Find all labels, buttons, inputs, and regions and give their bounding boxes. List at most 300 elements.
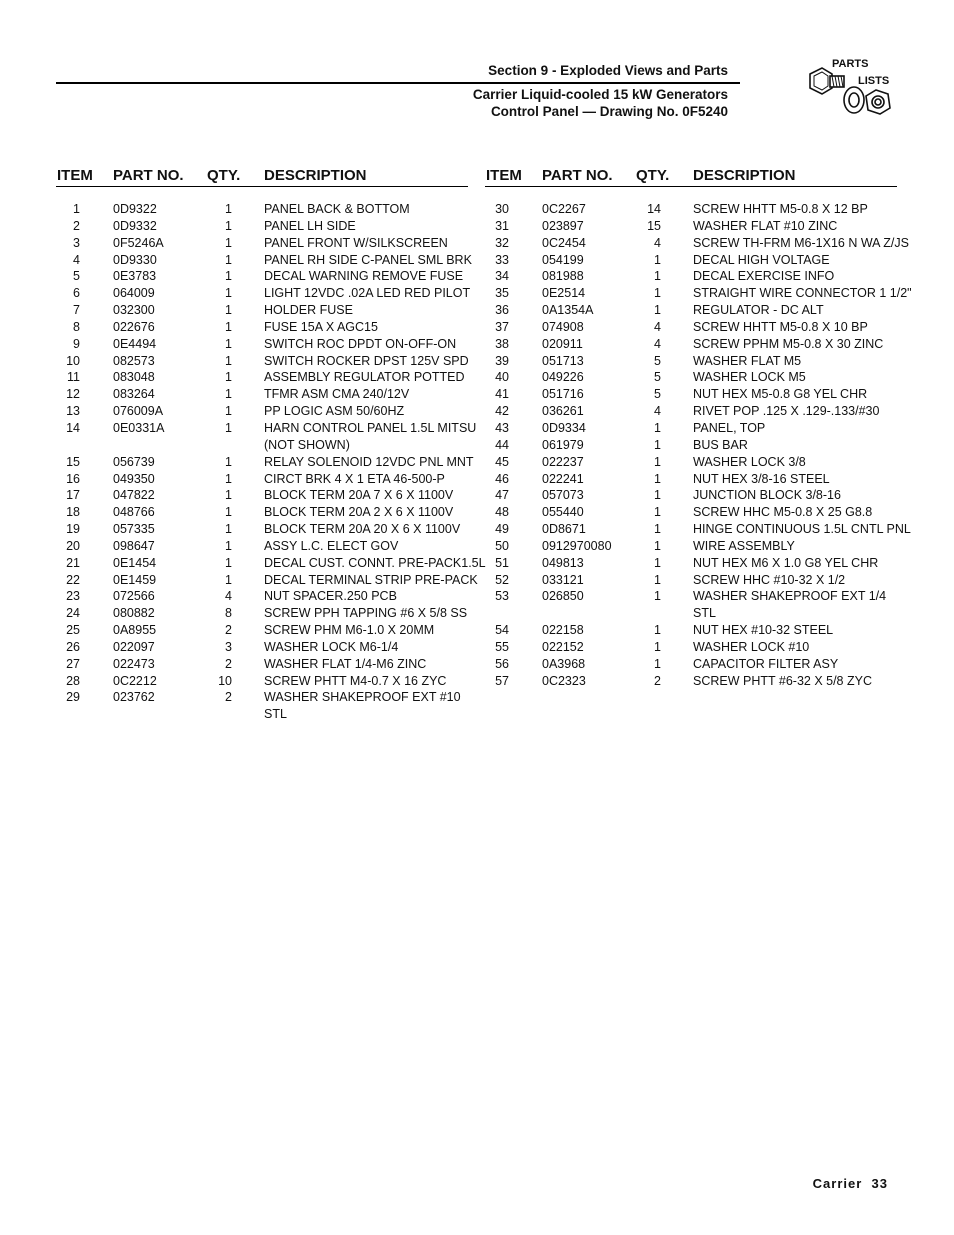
table-row [56, 605, 468, 622]
table-row [485, 572, 897, 589]
description [264, 639, 468, 656]
table-body [485, 201, 912, 689]
description-line: NUT HEX #10-32 STEEL [693, 623, 834, 638]
item-number: 10 [66, 353, 80, 368]
quantity: 1 [225, 420, 232, 435]
item-number: 54 [495, 623, 509, 638]
description [693, 218, 897, 235]
table-row [485, 471, 897, 488]
description-line: JUNCTION BLOCK 3/8-16 [693, 488, 841, 503]
quantity: 1 [654, 572, 661, 587]
item-number: 45 [495, 454, 509, 469]
item-number: 7 [73, 303, 80, 318]
part-number: 055440 [542, 505, 584, 520]
table-row [485, 521, 911, 538]
description-line: BLOCK TERM 20A 20 X 6 X 1100V [264, 522, 461, 537]
logo-text-parts: PARTS [832, 58, 869, 70]
quantity: 1 [225, 488, 232, 503]
section-title: Section 9 - Exploded Views and Parts [488, 63, 728, 78]
description-line: FUSE 15A X AGC15 [264, 319, 378, 334]
part-number: 0E2514 [542, 286, 586, 301]
description [693, 572, 897, 589]
description-line: CAPACITOR FILTER ASY [693, 656, 839, 671]
item-number: 39 [495, 353, 509, 368]
quantity: 1 [225, 454, 232, 469]
quantity: 1 [654, 437, 661, 452]
part-number: 0A3968 [542, 656, 586, 671]
table-row [485, 235, 909, 252]
description [264, 521, 468, 538]
description [264, 572, 478, 589]
part-number: 051716 [542, 387, 584, 402]
quantity: 1 [225, 336, 232, 351]
description-line: RIVET POP .125 X .129-.133/#30 [693, 404, 880, 419]
part-number: 032300 [113, 303, 155, 318]
description [264, 336, 468, 353]
table-row [56, 538, 468, 555]
description [264, 504, 468, 521]
description-line: SCREW HHC #10-32 X 1/2 [693, 572, 846, 587]
quantity: 3 [225, 639, 232, 654]
description-line: WASHER SHAKEPROOF EXT #10 [264, 690, 461, 705]
description-line: WASHER LOCK #10 [693, 639, 810, 654]
description [693, 201, 897, 218]
description [693, 336, 897, 353]
description [264, 588, 468, 605]
quantity: 1 [225, 252, 232, 267]
item-number: 15 [66, 454, 80, 469]
description [693, 471, 897, 488]
table-row [485, 302, 897, 319]
table-row [56, 555, 486, 572]
table-row [56, 572, 478, 589]
header-rule [56, 82, 740, 84]
col-header-qty: QTY. [636, 167, 670, 184]
description [693, 386, 897, 403]
description [264, 252, 472, 269]
part-number: 0C2267 [542, 202, 586, 216]
table-row [485, 252, 897, 269]
subtitle-line-2: Control Panel — Drawing No. 0F5240 [490, 104, 728, 119]
item-number: 24 [66, 606, 80, 621]
logo-text-lists: LISTS [858, 75, 890, 87]
table-row [485, 285, 912, 302]
item-number: 47 [495, 488, 509, 503]
description-line: DECAL EXERCISE INFO [693, 269, 835, 284]
table-row [485, 336, 897, 353]
table-row [485, 639, 897, 656]
item-number: 36 [495, 303, 509, 318]
quantity: 1 [225, 404, 232, 419]
description [693, 268, 897, 285]
item-number: 31 [495, 218, 509, 233]
quantity: 1 [654, 538, 661, 553]
part-number: 0E3783 [113, 269, 157, 284]
part-number: 0E1454 [113, 555, 157, 570]
table-row [56, 319, 468, 336]
part-number: 033121 [542, 572, 584, 587]
item-number: 33 [495, 252, 509, 267]
description-line: PANEL LH SIDE [264, 218, 356, 233]
quantity: 1 [654, 589, 661, 604]
table-row [485, 673, 897, 690]
description [693, 403, 897, 420]
description-line: HINGE CONTINUOUS 1.5L CNTL PNL [693, 522, 911, 537]
description [264, 403, 468, 420]
quantity: 5 [654, 387, 661, 402]
quantity: 1 [225, 471, 232, 486]
table-row [485, 656, 897, 673]
col-header-part: PART NO. [542, 167, 613, 184]
description-line: DECAL TERMINAL STRIP PRE-PACK [264, 572, 478, 587]
description [693, 353, 897, 370]
description-line: SCREW HHTT M5-0.8 X 10 BP [693, 319, 868, 334]
table-row [56, 622, 468, 639]
description [693, 504, 897, 521]
quantity: 1 [225, 269, 232, 284]
footer-brand: Carrier [812, 1176, 863, 1191]
part-number: 022676 [113, 319, 155, 334]
description-line: PP LOGIC ASM 50/60HZ [264, 404, 405, 419]
item-number: 12 [66, 387, 80, 402]
table-row [56, 504, 468, 521]
quantity: 1 [654, 639, 661, 654]
item-number: 52 [495, 572, 509, 587]
item-number: 43 [495, 420, 509, 435]
part-number: 057335 [113, 522, 155, 537]
description-line: STL [264, 707, 287, 722]
item-number: 40 [495, 370, 509, 385]
item-number: 21 [66, 555, 80, 570]
part-number: 082573 [113, 353, 155, 368]
table-row [485, 588, 897, 622]
description [264, 538, 468, 555]
quantity: 1 [225, 319, 232, 334]
description-line: WASHER FLAT 1/4-M6 ZINC [264, 656, 427, 671]
table-row [56, 420, 477, 454]
part-number: 0D9330 [113, 252, 157, 267]
table-header [485, 166, 897, 187]
quantity: 4 [654, 336, 661, 351]
description [693, 437, 897, 454]
description [693, 521, 911, 538]
item-number: 37 [495, 319, 509, 334]
quantity: 1 [654, 454, 661, 469]
quantity: 1 [654, 522, 661, 537]
item-number: 2 [73, 218, 80, 233]
description [264, 420, 477, 454]
table-row [56, 201, 468, 218]
description [264, 386, 468, 403]
table-row [56, 285, 471, 302]
description-line: SCREW PPHM M5-0.8 X 30 ZINC [693, 336, 884, 351]
table-row [485, 504, 897, 521]
item-number: 41 [495, 387, 509, 402]
item-number: 18 [66, 505, 80, 520]
col-header-qty: QTY. [207, 167, 241, 184]
table-row [485, 218, 897, 235]
page-footer [813, 1176, 888, 1191]
quantity: 1 [225, 353, 232, 368]
part-number: 051713 [542, 353, 584, 368]
item-number: 32 [495, 235, 509, 250]
table-row [56, 639, 468, 656]
quantity: 5 [654, 370, 661, 385]
item-number: 30 [495, 202, 509, 216]
description [264, 689, 468, 723]
description-line: WASHER FLAT M5 [693, 353, 802, 368]
item-number: 9 [73, 336, 80, 351]
description [264, 487, 468, 504]
description-line: PANEL RH SIDE C-PANEL SML BRK [264, 252, 472, 267]
part-number: 047822 [113, 488, 155, 503]
description-line: WASHER LOCK M6-1/4 [264, 639, 399, 654]
item-number: 46 [495, 471, 509, 486]
description-line: SCREW HHC M5-0.8 X 25 G8.8 [693, 505, 873, 520]
quantity: 1 [225, 572, 232, 587]
description-line: REGULATOR - DC ALT [693, 303, 824, 318]
description [264, 622, 468, 639]
quantity: 15 [647, 218, 661, 233]
part-number: 0C2454 [542, 235, 586, 250]
table-row [485, 420, 897, 437]
item-number: 17 [66, 488, 80, 503]
table-row [56, 588, 468, 605]
table-row [485, 268, 897, 285]
description-line: SCREW TH-FRM M6-1X16 N WA Z/JS [693, 235, 909, 250]
description-line: NUT SPACER.250 PCB [264, 589, 397, 604]
table-row [56, 656, 468, 673]
description [693, 319, 897, 336]
quantity: 5 [654, 353, 661, 368]
quantity: 1 [654, 420, 661, 435]
col-header-item: ITEM [486, 167, 522, 184]
part-number: 036261 [542, 404, 584, 419]
item-number: 22 [66, 572, 80, 587]
description [693, 487, 897, 504]
quantity: 4 [225, 589, 232, 604]
item-number: 1 [73, 202, 80, 216]
part-number: 0E0331A [113, 420, 165, 435]
item-number: 4 [73, 252, 80, 267]
part-number: 064009 [113, 286, 155, 301]
part-number: 081988 [542, 269, 584, 284]
description-line: PANEL, TOP [693, 420, 766, 435]
part-number: 0F5246A [113, 235, 164, 250]
description-line: BUS BAR [693, 437, 748, 452]
table-row [56, 454, 474, 471]
item-number: 14 [66, 420, 80, 435]
part-number: 022158 [542, 623, 584, 638]
item-number: 49 [495, 522, 509, 537]
table-row [485, 201, 897, 218]
quantity: 1 [225, 202, 232, 216]
description [264, 285, 471, 302]
item-number: 38 [495, 336, 509, 351]
item-number: 26 [66, 639, 80, 654]
item-number: 56 [495, 656, 509, 671]
item-number: 19 [66, 522, 80, 537]
table-row [56, 353, 468, 370]
table-row [56, 235, 468, 252]
quantity: 1 [225, 522, 232, 537]
table-row [485, 353, 897, 370]
item-number: 51 [495, 555, 509, 570]
table-row [56, 369, 468, 386]
quantity: 2 [225, 656, 232, 671]
table-row [56, 673, 468, 690]
table-row [56, 302, 468, 319]
quantity: 1 [225, 387, 232, 402]
description-line: HOLDER FUSE [264, 303, 353, 318]
description [264, 319, 468, 336]
quantity: 10 [218, 673, 232, 688]
table-row [56, 268, 468, 285]
description-line: RELAY SOLENOID 12VDC PNL MNT [264, 454, 474, 469]
description-line: SCREW HHTT M5-0.8 X 12 BP [693, 202, 868, 216]
table-row [485, 454, 897, 471]
table-row [485, 386, 897, 403]
table-row [56, 689, 468, 723]
quantity: 2 [654, 673, 661, 688]
quantity: 4 [654, 319, 661, 334]
part-number: 057073 [542, 488, 584, 503]
description-line: STL [693, 606, 716, 621]
description-line: LIGHT 12VDC .02A LED RED PILOT [264, 286, 471, 301]
part-number: 083048 [113, 370, 155, 385]
table-row [56, 336, 468, 353]
part-number: 0A8955 [113, 623, 157, 638]
description-line: STRAIGHT WIRE CONNECTOR 1 1/2" [693, 286, 912, 301]
item-number: 48 [495, 505, 509, 520]
part-number: 076009A [113, 404, 164, 419]
parts-table-right [485, 166, 912, 689]
document-subtitle [473, 86, 728, 120]
description-line: BLOCK TERM 20A 2 X 6 X 1100V [264, 505, 454, 520]
part-number: 0A1354A [542, 303, 594, 318]
item-number: 42 [495, 404, 509, 419]
part-number: 061979 [542, 437, 584, 452]
quantity: 1 [654, 623, 661, 638]
description-line: NUT HEX M6 X 1.0 G8 YEL CHR [693, 555, 879, 570]
description [693, 555, 897, 572]
table-row [485, 319, 897, 336]
quantity: 4 [654, 235, 661, 250]
table-body [56, 201, 486, 723]
quantity: 1 [654, 471, 661, 486]
table-row [56, 471, 468, 488]
description-line: SCREW PHTT #6-32 X 5/8 ZYC [693, 673, 872, 688]
item-number: 28 [66, 673, 80, 688]
quantity: 1 [654, 488, 661, 503]
quantity: 1 [225, 286, 232, 301]
description-line: DECAL WARNING REMOVE FUSE [264, 269, 464, 284]
part-number: 0D9334 [542, 420, 586, 435]
item-number: 8 [73, 319, 80, 334]
part-number: 083264 [113, 387, 155, 402]
description-line: SWITCH ROCKER DPST 125V SPD [264, 353, 469, 368]
description-line: (NOT SHOWN) [264, 437, 350, 452]
description-line: SCREW PHTT M4-0.7 X 16 ZYC [264, 673, 447, 688]
description-line: ASSEMBLY REGULATOR POTTED [264, 370, 465, 385]
item-number: 16 [66, 471, 80, 486]
part-number: 048766 [113, 505, 155, 520]
col-header-description: DESCRIPTION [693, 167, 796, 184]
table-row [485, 538, 897, 555]
part-number: 022237 [542, 454, 584, 469]
quantity: 1 [225, 370, 232, 385]
quantity: 1 [654, 286, 661, 301]
part-number: 022473 [113, 656, 155, 671]
item-number: 13 [66, 404, 80, 419]
quantity: 2 [225, 690, 232, 705]
quantity: 1 [225, 303, 232, 318]
quantity: 1 [225, 235, 232, 250]
quantity: 1 [654, 269, 661, 284]
part-number: 072566 [113, 589, 155, 604]
description [693, 639, 897, 656]
description-line: WASHER LOCK 3/8 [693, 454, 806, 469]
table-row [56, 218, 468, 235]
description [264, 302, 468, 319]
quantity: 1 [225, 218, 232, 233]
parts-lists-logo [802, 56, 902, 130]
description [264, 201, 468, 218]
item-number: 35 [495, 286, 509, 301]
part-number: 023762 [113, 690, 155, 705]
table-row [485, 622, 897, 639]
table-row [56, 386, 468, 403]
item-number: 50 [495, 538, 509, 553]
quantity: 1 [654, 656, 661, 671]
description-line: HARN CONTROL PANEL 1.5L MITSU [264, 420, 477, 435]
table-row [56, 487, 468, 504]
description-line: WIRE ASSEMBLY [693, 538, 795, 553]
table-row [56, 252, 472, 269]
description-line: NUT HEX 3/8-16 STEEL [693, 471, 830, 486]
quantity: 1 [654, 252, 661, 267]
description [693, 252, 897, 269]
quantity: 1 [654, 505, 661, 520]
quantity: 2 [225, 623, 232, 638]
description [264, 235, 468, 252]
part-number: 0E1459 [113, 572, 157, 587]
part-number: 0D9332 [113, 218, 157, 233]
description [693, 673, 897, 690]
part-number: 049226 [542, 370, 584, 385]
part-number: 022097 [113, 639, 155, 654]
description [693, 622, 897, 639]
subtitle-line-1: Carrier Liquid-cooled 15 kW Generators [472, 87, 728, 102]
description-line: SCREW PHM M6-1.0 X 20MM [264, 623, 435, 638]
part-number: 049350 [113, 471, 155, 486]
item-number: 11 [67, 370, 80, 385]
description-line: SWITCH ROC DPDT ON-OFF-ON [264, 336, 457, 351]
description-line: PANEL FRONT W/SILKSCREEN [264, 235, 448, 250]
description [264, 369, 468, 386]
item-number: 5 [73, 269, 80, 284]
col-header-description: DESCRIPTION [264, 167, 367, 184]
description-line: TFMR ASM CMA 240/12V [264, 387, 410, 402]
item-number: 23 [66, 589, 80, 604]
table-header [56, 166, 468, 187]
part-number: 054199 [542, 252, 584, 267]
nut-bolt-washer-icon [802, 56, 902, 130]
item-number: 57 [495, 673, 509, 688]
description-line: BLOCK TERM 20A 7 X 6 X 1100V [264, 488, 454, 503]
description [264, 353, 468, 370]
description [693, 538, 897, 555]
